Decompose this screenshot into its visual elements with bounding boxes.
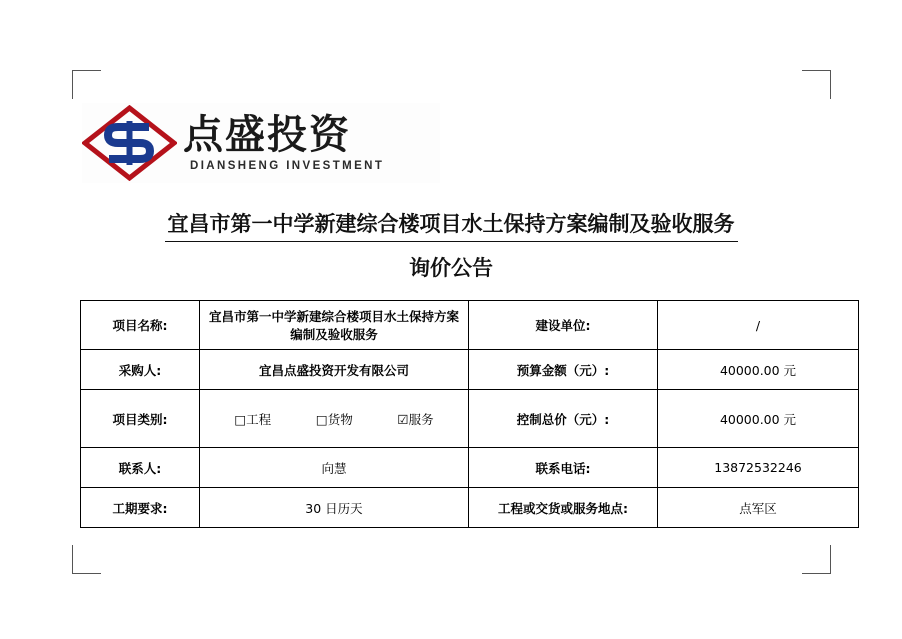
row-label-purchaser: 采购人: <box>81 350 200 390</box>
category-checkbox-group <box>204 410 464 428</box>
document-title-line1 <box>100 208 802 242</box>
row-label-budget-amount: 预算金额（元）: <box>469 350 658 390</box>
table-row <box>81 488 859 528</box>
row-value-service-location: 点军区 <box>658 488 859 528</box>
table-row <box>81 301 859 350</box>
row-label-project-category: 项目类别: <box>81 390 200 448</box>
row-label-contact-person: 联系人: <box>81 448 200 488</box>
crop-mark-top-right <box>802 70 831 99</box>
crop-mark-bottom-right <box>802 545 831 574</box>
row-label-service-location: 工程或交货或服务地点: <box>469 488 658 528</box>
row-label-control-total-price: 控制总价（元）: <box>469 390 658 448</box>
logo-english-name: DIANSHENG INVESTMENT <box>190 160 385 172</box>
category-option-engineering[interactable]: □工程 <box>234 411 272 427</box>
row-label-construction-unit: 建设单位: <box>469 301 658 350</box>
logo-english-row <box>183 160 391 172</box>
row-label-project-name: 项目名称: <box>81 301 200 350</box>
diansheng-s-logo-icon <box>82 105 177 181</box>
document-title-line2: 询价公告 <box>409 255 493 280</box>
logo-text-block <box>183 114 391 172</box>
table-row <box>81 390 859 448</box>
table-row <box>81 350 859 390</box>
category-option-goods[interactable]: □货物 <box>315 411 353 427</box>
row-value-project-category <box>200 390 469 448</box>
row-value-purchaser: 宜昌点盛投资开发有限公司 <box>200 350 469 390</box>
row-value-budget-amount: 40000.00 元 <box>658 350 859 390</box>
row-label-duration-requirement: 工期要求: <box>81 488 200 528</box>
row-value-contact-person: 向慧 <box>200 448 469 488</box>
logo-chinese-name: 点盛投资 <box>183 112 351 158</box>
table-row <box>81 448 859 488</box>
project-info-table <box>80 300 859 528</box>
row-value-contact-phone: 13872532246 <box>658 448 859 488</box>
category-option-service[interactable]: ☑服务 <box>397 411 434 427</box>
row-value-construction-unit: / <box>658 301 859 350</box>
row-value-duration-requirement: 30 日历天 <box>200 488 469 528</box>
crop-mark-top-left <box>72 70 101 99</box>
crop-mark-bottom-left <box>72 545 101 574</box>
company-logo <box>82 103 440 183</box>
document-title-line1-text: 宜昌市第一中学新建综合楼项目水土保持方案编制及验收服务 <box>165 208 738 242</box>
row-value-control-total-price: 40000.00 元 <box>658 390 859 448</box>
row-label-contact-phone: 联系电话: <box>469 448 658 488</box>
row-value-project-name: 宜昌市第一中学新建综合楼项目水土保持方案编制及验收服务 <box>200 301 469 350</box>
